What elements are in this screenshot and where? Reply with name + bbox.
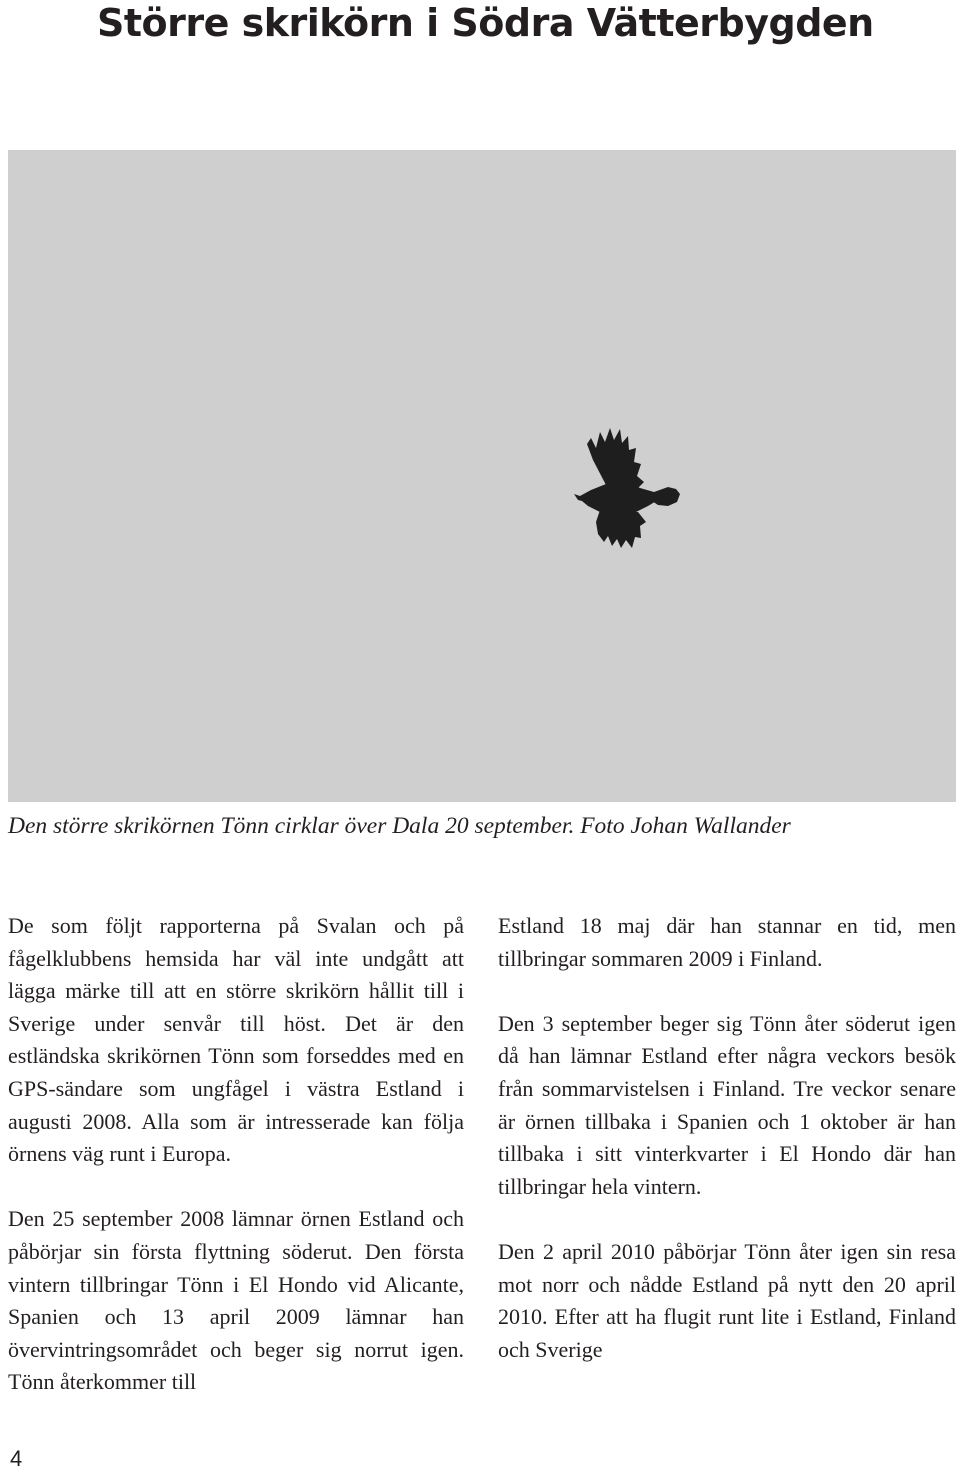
- paragraph: Den 25 september 2008 lämnar örnen Estland och påbörjar sin första flyttning söderut. Den första vintern tillbringar Tönn i El Hondo vid Alicante, Spanien och 13 april 2009 lämnar han övervintringsområdet och beger sig norrut igen. Tönn återkommer till: [8, 1206, 464, 1395]
- paragraph: Estland 18 maj där han stannar en tid, men tillbringar sommaren 2009 i Finland.: [498, 913, 956, 971]
- article-right-column: [498, 910, 956, 1399]
- page-number: 4: [10, 1446, 23, 1471]
- paragraph: Den 3 september beger sig Tönn åter söderut igen då han lämnar Estland efter några veckors besök från sommarvistelsen i Finland. Tre veckor senare är örnen tillbaka i Spanien och 1 oktober är han tillbaka i sitt vinterkvarter i El Hondo där han tillbringar hela vintern.: [498, 1010, 956, 1199]
- paragraph: Den 2 april 2010 påbörjar Tönn åter igen sin resa mot norr och nådde Estland på nytt den 20 april 2010. Efter att ha flugit runt lite i Estland, Finland och Sverige: [498, 1238, 956, 1362]
- article-left-column: [8, 910, 464, 1432]
- photo-caption: Den större skrikörnen Tönn cirklar över Dala 20 september. Foto Johan Wallander: [8, 813, 791, 839]
- article-title: Större skrikörn i Södra Vätterbygden: [97, 1, 874, 45]
- eagle-photo: [8, 150, 956, 802]
- paragraph: De som följt rapporterna på Svalan och på fågelklubbens hemsida har väl inte undgått att lägga märke till att en större skrikörn hållit till i Sverige under senvår till höst. Det är den estländska skrikörnen Tönn som forseddes med en GPS-sändare som ungfågel i västra Estland i augusti 2008. Alla som är intresserade kan följa örnens väg runt i Europa.: [8, 913, 464, 1167]
- flying-eagle-image: [8, 150, 956, 802]
